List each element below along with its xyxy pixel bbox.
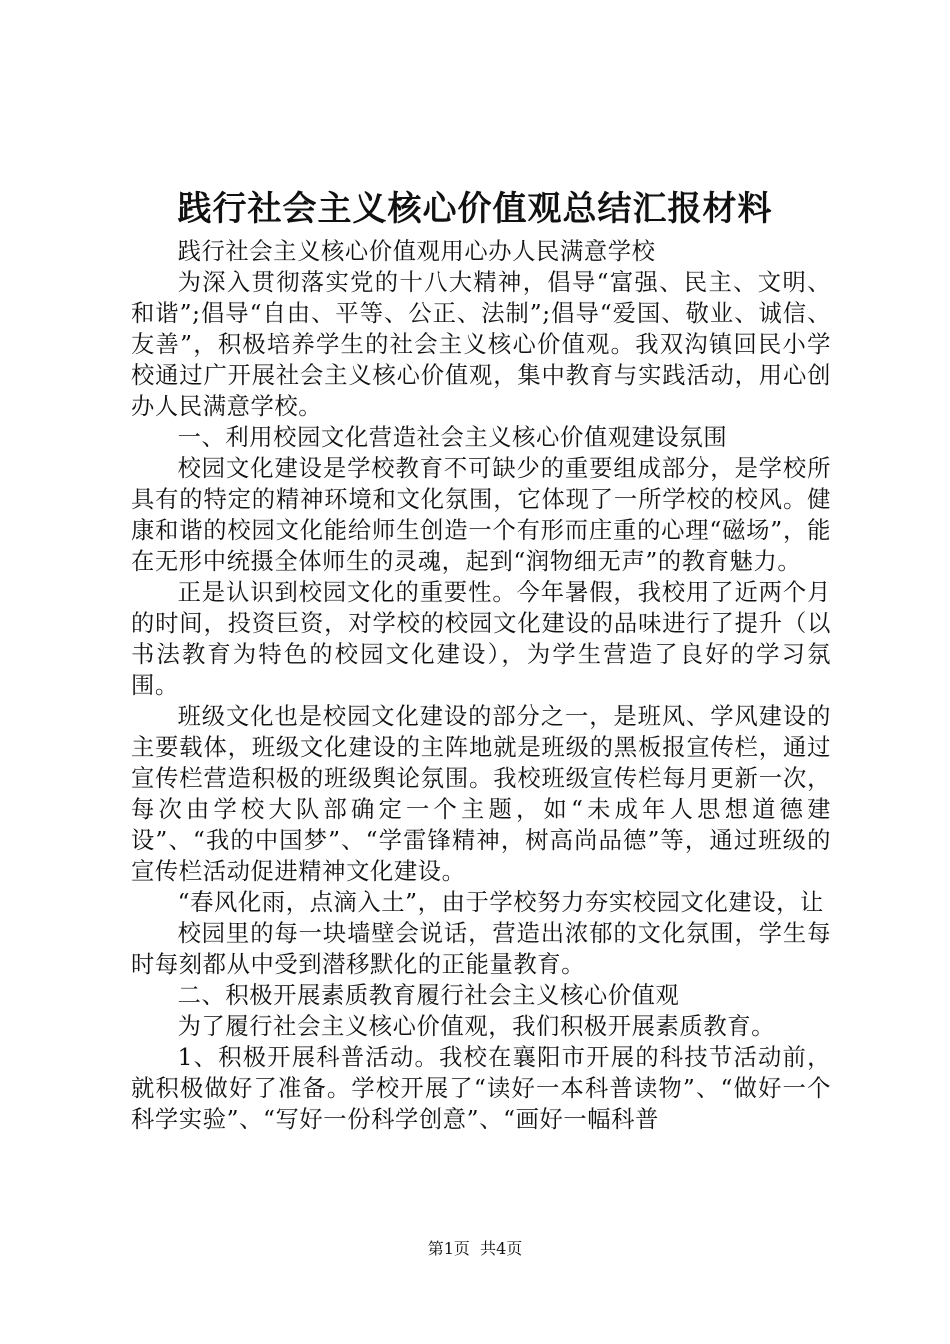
- paragraph: 校园里的每一块墙壁会说话，营造出浓郁的文化氛围，学生每时每刻都从中受到潜移默化的正能量教育。: [131, 920, 831, 978]
- paragraph: 正是认识到校园文化的重要性。今年暑假，我校用了近两个月的时间，投资巨资，对学校的校园文化建设的品味进行了提升（以书法教育为特色的校园文化建设），为学生营造了良好的学习氛围。: [131, 579, 831, 699]
- paragraph: 校园文化建设是学校教育不可缺少的重要组成部分，是学校所具有的特定的精神环境和文化氛围，它体现了一所学校的校风。健康和谐的校园文化能给师生创造一个有形而庄重的心理“磁场”，能在无形中统摄全体师生的灵魂，起到“润物细无声”的教育魅力。: [131, 455, 831, 575]
- section-heading-1: 一、利用校园文化营造社会主义核心价值观建设氛围: [177, 424, 728, 451]
- paragraph-subtitle: 践行社会主义核心价值观用心办人民满意学校: [177, 238, 656, 265]
- document-title: 践行社会主义核心价值观总结汇报材料: [177, 189, 773, 229]
- section-heading-2: 二、积极开展素质教育履行社会主义核心价值观: [177, 982, 680, 1009]
- document-body: [131, 236, 831, 1135]
- paragraph: 1、积极开展科普活动。我校在襄阳市开展的科技节活动前，就积极做好了准备。学校开展了“读好一本科普读物”、“做好一个科学实验”、“写好一份科学创意”、“画好一幅科普: [131, 1044, 831, 1133]
- paragraph: 班级文化也是校园文化建设的部分之一，是班风、学风建设的主要载体，班级文化建设的主阵地就是班级的黑板报宣传栏，通过宣传栏营造积极的班级舆论氛围。我校班级宣传栏每月更新一次，每次由学校大队部确定一个主题，如“未成年人思想道德建设”、“我的中国梦”、“学雷锋精神，树高尚品德”等，通过班级的宣传栏活动促进精神文化建设。: [131, 703, 831, 885]
- paragraph: “春风化雨，点滴入土”，由于学校努力夯实校园文化建设，让: [177, 889, 824, 916]
- paragraph: 为了履行社会主义核心价值观，我们积极开展素质教育。: [177, 1013, 776, 1040]
- paragraph-intro: 为深入贯彻落实党的十八大精神，倡导“富强、民主、文明、和谐”;倡导“自由、平等、公正、法制”;倡导“爱国、敬业、诚信、友善”，积极培养学生的社会主义核心价值观。我双沟镇回民小学校通过广开展社会主义核心价值观，集中教育与实践活动，用心创办人民满意学校。: [131, 269, 831, 420]
- page-footer: 第1页 共4页: [427, 1239, 523, 1258]
